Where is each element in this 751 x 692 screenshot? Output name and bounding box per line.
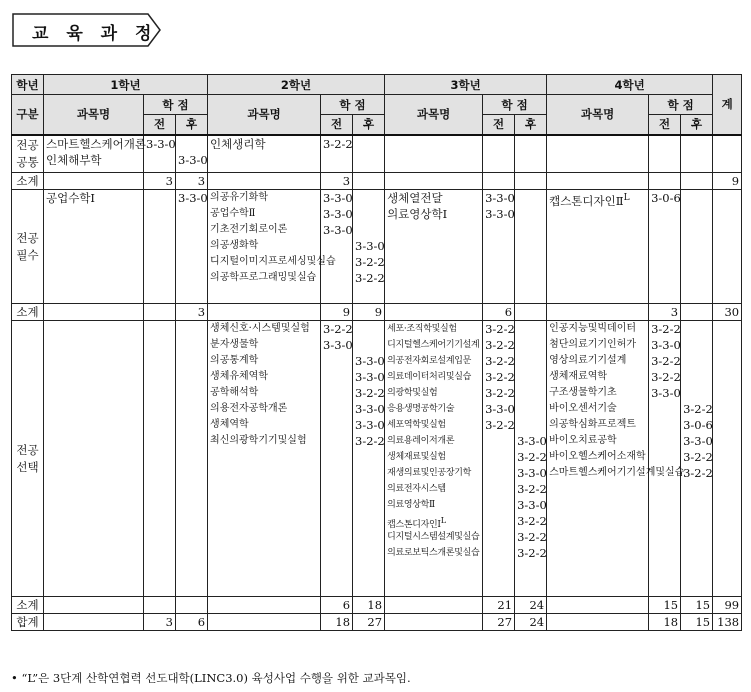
cell-line: 3-3-0 (178, 191, 208, 205)
cell-line: 3-2-2 (323, 136, 353, 151)
cell-line: 3-3-0 (517, 466, 547, 480)
cell-line: 3-2-2 (683, 466, 713, 480)
subtotal-value: 3 (649, 304, 681, 321)
cell-line (651, 401, 678, 417)
cell-line (683, 385, 710, 401)
header-credit-2: 학 점 (321, 95, 385, 115)
grand-value: 3 (144, 614, 176, 631)
cell-list (321, 321, 353, 597)
cell-list (321, 135, 353, 173)
cell-line: 의료로보틱스개론및실습 (387, 548, 480, 558)
subtotal-value: 3 (176, 173, 208, 190)
cell-line: 의공생화학 (210, 240, 259, 251)
cell-line (485, 513, 512, 529)
subtotal-label: 소계 (12, 597, 44, 614)
cell-list (385, 321, 483, 597)
cell-line: 바이오치료공학 (549, 435, 617, 446)
cell-line: 3-3-0 (485, 207, 515, 221)
cell-line: 3-3-0 (651, 386, 681, 400)
cell-line: 생체유체역학 (210, 371, 268, 382)
subtotal-value: 24 (515, 597, 547, 614)
cell-line: 세포역학및실험 (387, 420, 446, 430)
cell-line (517, 369, 544, 385)
header-category: 구분 (12, 95, 44, 135)
cell-line: 의공통계학 (210, 355, 259, 366)
header-first: 전 (321, 115, 353, 135)
cell-line: 생체역학 (210, 419, 249, 430)
cell-line (146, 152, 173, 168)
cell-line: 3-2-2 (355, 434, 385, 448)
cell-line: 바이오센서기술 (549, 403, 617, 414)
header-first: 전 (483, 115, 515, 135)
header-year-3: 3학년 (385, 75, 547, 95)
cell-line: 3-2-2 (485, 322, 515, 336)
cell-line: 3-2-2 (683, 450, 713, 464)
subtotal-value: 3 (176, 304, 208, 321)
cell-line: 의공학프로그래밍및실습 (210, 272, 317, 283)
cell-line: 3-3-0 (355, 370, 385, 384)
cell-line: 의료데이터처리및실습 (387, 372, 472, 382)
cell-line: 인체생리학 (210, 136, 266, 151)
cell-line: 공학해석학 (210, 387, 259, 398)
subtotal-value: 15 (681, 597, 713, 614)
cell-line: 응용생명공학기술 (387, 404, 455, 414)
header-course-1: 과목명 (44, 95, 144, 135)
cell-list (208, 190, 336, 304)
subtotal-value: 9 (353, 304, 385, 321)
grand-value: 27 (483, 614, 515, 631)
cell-line (323, 353, 350, 369)
cell-line (355, 222, 382, 238)
header-first: 전 (144, 115, 176, 135)
subtotal-label: 소계 (12, 304, 44, 321)
header-credit-3: 학 점 (483, 95, 547, 115)
cell-line: 재생의료및인공장기학 (387, 468, 472, 478)
cell-line (517, 337, 544, 353)
cell-line: 의공전자회로설계입문 (387, 356, 472, 366)
cell-line: 의료영상학Ⅰ (387, 207, 448, 221)
cell-line: 첨단의료기기인허가 (549, 339, 637, 350)
cell-line: 3-2-2 (517, 482, 547, 496)
header-credit-1: 학 점 (144, 95, 208, 115)
cell-line: 의료전자시스템 (387, 484, 446, 494)
cell-line: 생체재료및실험 (387, 452, 446, 462)
cell-line (323, 385, 350, 401)
cell-line: 3-3-0 (651, 338, 681, 352)
section-title-box (12, 13, 162, 47)
cell-list (321, 190, 353, 304)
cell-line: 생체열전달 (387, 191, 443, 205)
cell-list (649, 190, 681, 304)
subtotal-value: 6 (321, 597, 353, 614)
cell-line: 생체신호·시스템및실험 (210, 323, 310, 334)
cell-line (178, 136, 205, 152)
subtotal-value: 21 (483, 597, 515, 614)
cell-line (485, 449, 512, 465)
cell-line (323, 401, 350, 417)
cell-list (176, 190, 208, 304)
cell-line: 공업수학Ⅰ (46, 191, 95, 205)
cell-line: 인공지능및빅데이터 (549, 323, 637, 334)
subtotal-label: 소계 (12, 173, 44, 190)
subtotal-value: 3 (144, 173, 176, 190)
cell-line: 3-2-2 (517, 450, 547, 464)
cell-line: 분자생물학 (210, 339, 259, 350)
cell-line: 디지털이미지프로세싱및실습 (210, 256, 336, 267)
cell-list (515, 321, 547, 597)
cell-line: 3-3-0 (355, 418, 385, 432)
cell-list (353, 190, 385, 304)
cell-line: 3-2-2 (683, 402, 713, 416)
cell-line: 3-2-2 (651, 370, 681, 384)
cell-line: 3-0-6 (683, 418, 713, 432)
cell-line: 기초전기회로이론 (210, 224, 288, 235)
cell-line: 영상의료기기설계 (549, 355, 627, 366)
cell-list (681, 321, 713, 597)
cell-line: 3-2-2 (651, 354, 681, 368)
capstone2-cell: 캡스톤디자인Ⅱ$^L$ (547, 190, 649, 304)
cell-line: 디지털헬스케어기기설계 (387, 340, 480, 350)
category-elective: 전공 선택 (12, 321, 44, 597)
header-credit-4: 학 점 (649, 95, 713, 115)
grand-value: 15 (681, 614, 713, 631)
cell-line: 3-2-2 (651, 322, 681, 336)
cell-line (485, 465, 512, 481)
cell-line: 3-2-2 (485, 370, 515, 384)
cell-line (323, 433, 350, 449)
cell-line: 3-3-0 (323, 338, 353, 352)
cell-line: 의공유기화학 (210, 192, 268, 203)
cell-list (649, 321, 681, 597)
cell-line: 3-3-0 (683, 434, 713, 448)
cell-line (683, 369, 710, 385)
cell-line: 3-3-0 (323, 191, 353, 205)
cell-list (483, 321, 515, 597)
cell-line (485, 433, 512, 449)
cell-line: 의용전자공학개론 (210, 403, 288, 414)
grand-total-label: 합계 (12, 614, 44, 631)
cell-line: 세포·조직학및실험 (387, 324, 457, 334)
cell-line: 3-3-0 (146, 136, 176, 151)
cell-list (44, 135, 144, 173)
cell-line (355, 321, 382, 337)
cell-line: 3-2-2 (355, 255, 385, 269)
cell-line (683, 337, 710, 353)
header-second: 후 (681, 115, 713, 135)
cell-line: 생체재료역학 (549, 371, 608, 382)
header-second: 후 (353, 115, 385, 135)
subtotal-value: 3 (321, 173, 353, 190)
cell-line (323, 238, 350, 254)
cell-list (385, 190, 483, 304)
cell-line (651, 417, 678, 433)
cell-line (517, 321, 544, 337)
cell-list (208, 321, 321, 597)
header-year-4: 4학년 (547, 75, 713, 95)
subtotal-value: 9 (321, 304, 353, 321)
cell-line: 3-3-0 (355, 402, 385, 416)
header-second: 후 (176, 115, 208, 135)
grand-value: 24 (515, 614, 547, 631)
cell-line: 디지털시스템설계및실습 (387, 532, 480, 542)
subtotal-value: 6 (483, 304, 515, 321)
cell-line (323, 417, 350, 433)
grand-value: 18 (321, 614, 353, 631)
cell-line: 3-2-2 (355, 271, 385, 285)
cell-line (517, 385, 544, 401)
grand-value: 18 (649, 614, 681, 631)
cell-line: 3-3-0 (178, 152, 208, 167)
cell-line: 3-2-2 (485, 418, 515, 432)
curriculum-table (11, 74, 742, 631)
cell-line: 의광학및실험 (387, 388, 438, 398)
cell-line: 3-2-2 (517, 530, 547, 544)
header-second: 후 (515, 115, 547, 135)
header-first: 전 (649, 115, 681, 135)
header-year-2: 2학년 (208, 75, 385, 95)
grand-total: 138 (713, 614, 742, 631)
cell-line: 3-2-2 (517, 546, 547, 560)
cell-line (485, 545, 512, 561)
cell-list (176, 135, 208, 173)
cell-line: 3-3-0 (323, 223, 353, 237)
header-year-1: 1학년 (44, 75, 208, 95)
cell-line: 바이오헬스케어소재학 (549, 451, 646, 462)
cell-line (651, 449, 678, 465)
cell-line (355, 190, 382, 206)
subtotal-total: 9 (713, 173, 742, 190)
cell-line: 구조생물학기초 (549, 387, 617, 398)
cell-line (323, 270, 350, 286)
linc-mark: L (440, 516, 446, 525)
cell-list (483, 190, 515, 304)
cell-line (651, 433, 678, 449)
cell-list (44, 190, 144, 304)
subtotal-total: 30 (713, 304, 742, 321)
cell-line: 3-3-0 (485, 191, 515, 205)
cell-line: 스마트헬스케어개론 (46, 136, 146, 151)
subtotal-value: 15 (649, 597, 681, 614)
cell-line: 공업수학Ⅱ (210, 208, 256, 219)
cell-line (355, 337, 382, 353)
cell-line: 최신의광학기기및실험 (210, 435, 307, 446)
header-course-2: 과목명 (208, 95, 321, 135)
page-title: 교 육 과 정 (32, 24, 158, 44)
cell-line: 인체해부학 (46, 152, 102, 167)
category-required: 전공 필수 (12, 190, 44, 304)
cell-line (485, 481, 512, 497)
cell-line (355, 206, 382, 222)
cell-line: 캡스톤디자인Ⅰ$^L$ (387, 516, 446, 530)
cell-line: 3-2-2 (485, 354, 515, 368)
cell-line: 3-3-0 (517, 434, 547, 448)
cell-line (485, 497, 512, 513)
cell-line: 3-3-0 (517, 498, 547, 512)
cell-line (683, 353, 710, 369)
cell-line: 스마트헬스케어기기설계및실습 (549, 467, 685, 478)
header-course-3: 과목명 (385, 95, 483, 135)
cell-line: 의료용레이저개론 (387, 436, 455, 446)
subtotal-value: 18 (353, 597, 385, 614)
cell-line: 3-2-2 (355, 386, 385, 400)
grand-value: 6 (176, 614, 208, 631)
cell-line (517, 353, 544, 369)
cell-line: 3-3-0 (355, 354, 385, 368)
cell-line: 3-2-2 (517, 514, 547, 528)
header-total: 계 (713, 75, 742, 135)
cell-line: 의료영상학Ⅱ (387, 500, 435, 510)
cell-list (144, 135, 176, 173)
header-course-4: 과목명 (547, 95, 649, 135)
cell-line (683, 321, 710, 337)
header-grade: 학년 (12, 75, 44, 95)
cell-line: 3-3-0 (355, 239, 385, 253)
cell-line (485, 529, 512, 545)
cell-line: 3-2-2 (485, 386, 515, 400)
cell-line: 3-3-0 (485, 402, 515, 416)
cell-line: 3-2-2 (323, 322, 353, 336)
grand-value: 27 (353, 614, 385, 631)
cell-line: 의공학심화프로젝트 (549, 419, 637, 430)
category-common: 전공 공통 (12, 135, 44, 173)
cell-line: 3-2-2 (485, 338, 515, 352)
cell-list (353, 321, 385, 597)
cell-line (517, 401, 544, 417)
cell-list (208, 135, 321, 173)
subtotal-total: 99 (713, 597, 742, 614)
cell-line: 3-0-6 (651, 191, 681, 205)
footnote: • “L”은 3단계 산학연협력 선도대학(LINC3.0) 육성사업 수행을 위한 교과목임. (11, 671, 411, 685)
cell-line: 3-3-0 (323, 207, 353, 221)
cell-line (517, 417, 544, 433)
cell-line (323, 369, 350, 385)
